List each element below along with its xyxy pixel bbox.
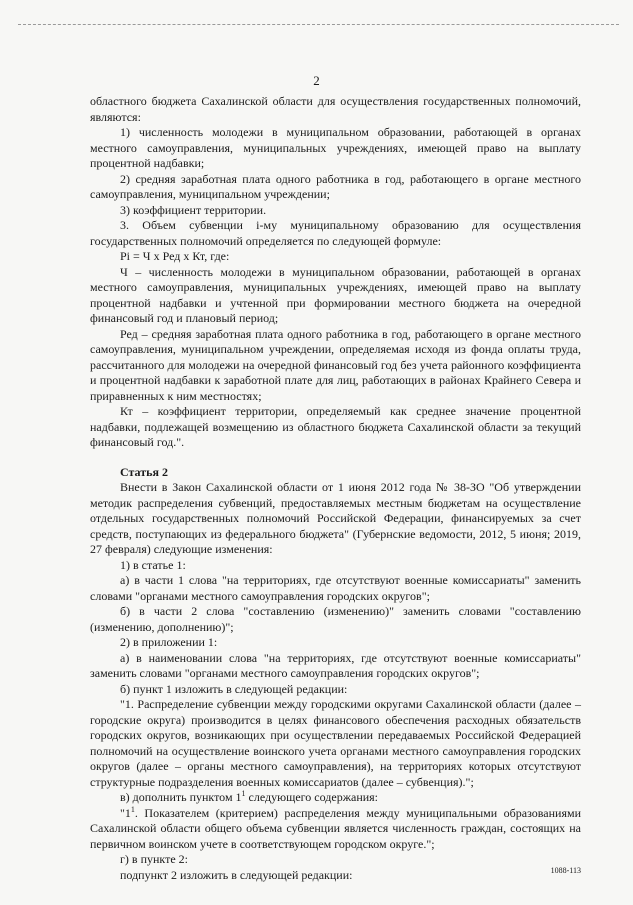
- formula: Pi = Ч x Ред x Кт, где:: [120, 249, 230, 263]
- paragraph: Ч – численность молодежи в муниципальном образовании, работающей в органах местного самоуправления, муниципальных учреждениях, имеющей право на выплату процентной надбавки и учтенной при формировании местного бюджета на очередной финансовый год и плановый период;: [90, 264, 581, 325]
- paragraph-tail: следующего содержания:: [245, 790, 379, 804]
- paragraph: 1) в статье 1:: [120, 557, 186, 572]
- paragraph: Кт – коэффициент территории, определяемый как среднее значение процентной надбавки, подлежащей возмещению из областного бюджета Сахалинской области за текущий финансовый год.".: [90, 404, 581, 449]
- superscript: 1: [241, 789, 246, 798]
- paragraph: [90, 806, 581, 853]
- page-number: 2: [313, 73, 320, 88]
- paragraph: 3) коэффициент территории.: [120, 202, 267, 217]
- article-heading: Статья 2: [120, 464, 168, 479]
- paragraph: а) в наименовании слова "на территориях, где отсутствуют военные комиссариаты" заменить словами "органами местного самоуправления городских округов";: [90, 650, 581, 680]
- paragraph: 3. Объем субвенции i-му муниципальному образованию для осуществления государственных полномочий определяется по следующей формуле:: [90, 218, 581, 248]
- paragraph: областного бюджета Сахалинской области для осуществления государственных полномочий, являются:: [90, 94, 581, 124]
- superscript: 1: [130, 804, 135, 814]
- paragraph: 2) средняя заработная плата одного работника в год, работающего в органе местного самоуправления, муниципальном учреждении;: [90, 171, 581, 201]
- paragraph: Внести в Закон Сахалинской области от 1 июня 2012 года № 38-ЗО "Об утверждении методик распределения субвенций, предоставляемых местным бюджетам на осуществление отдельных государственных полномочий Российской Федерации, финансируемых за счет средств, поступающих из федерального бюджета" (Губернские ведомости, 2012, 5 июня; 2019, 27 февраля) следующие изменения:: [90, 480, 581, 556]
- paragraph: а) в части 1 слова "на территориях, где отсутствуют военные комиссариаты" заменить словами "органами местного самоуправления городских округов";: [90, 573, 581, 603]
- paragraph-tail: . Показателем (критерием) распределения между муниципальными образованиями Сахалинской области общего объема субвенции является численность граждан, состоящих на первичном воинском учете в соответствующем городском округе.";: [90, 805, 581, 851]
- paragraph: "1. Распределение субвенции между городскими округами Сахалинской области (далее – городские округа) производится в целях финансового обеспечения расходных обязательств городских округов, возникающих при осуществлении передаваемых Российской Федерацией полномочий на осуществление воинского учета органами местного самоуправления городских округов (далее – органы местного самоуправления), на территориях которых отсутствуют структурные подразделения военных комиссариатов (далее – субвенция).";: [90, 697, 581, 789]
- paragraph: б) пункт 1 изложить в следующей редакции:: [120, 681, 348, 696]
- paragraph: 1) численность молодежи в муниципальном образовании, работающей в органах местного самоуправления, муниципальных учреждениях, имеющей право на выплату процентной надбавки;: [90, 125, 581, 170]
- paragraph-text: в) дополнить пунктом 1: [120, 790, 242, 804]
- paragraph-text: "1: [120, 805, 131, 820]
- paragraph: Ред – средняя заработная плата одного работника в год, работающего в органе местного самоуправления, муниципальном учреждении, определяемая исходя из фонда оплаты труда, рассчитанного для молодежи на очередной финансовый год без учета районного коэффициента и процентной надбавки к заработной плате для лиц, работающих в районах Крайнего Севера и приравненных к ним местностях;: [90, 326, 581, 403]
- paragraph: г) в пункте 2:: [120, 852, 189, 866]
- document-code: 1088-113: [550, 866, 581, 875]
- paragraph: подпункт 2 изложить в следующей редакции:: [120, 867, 353, 882]
- document-body: [90, 94, 581, 883]
- paragraph: б) в части 2 слова "составлению (изменению)" заменить словами "составлению (изменению, дополнению)";: [90, 604, 581, 634]
- scan-top-line: [18, 24, 619, 25]
- paragraph: 2) в приложении 1:: [120, 635, 218, 649]
- paragraph: [90, 790, 581, 806]
